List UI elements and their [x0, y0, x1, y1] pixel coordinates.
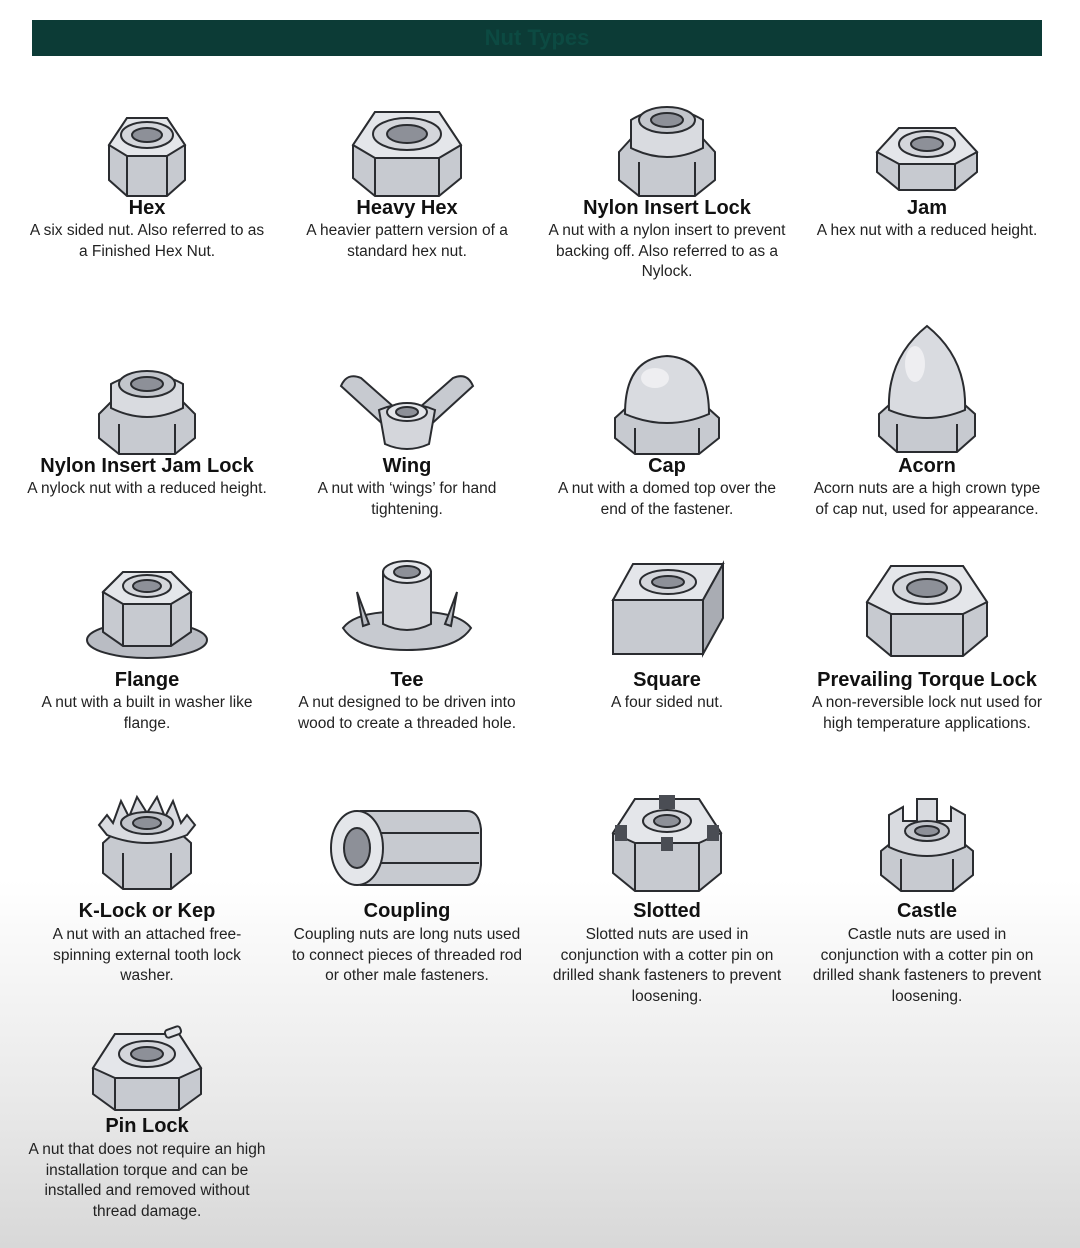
coupling-nut-icon — [317, 785, 497, 895]
square-nut-icon — [577, 552, 757, 662]
wing-nut-icon — [317, 348, 497, 458]
nut-card-square — [537, 552, 797, 742]
nylon-insert-lock-nut-icon — [577, 90, 757, 200]
nut-description: A heavier pattern version of a standard hex nut. — [306, 222, 508, 260]
prevailing-torque-lock-nut-icon — [837, 552, 1017, 662]
pin-lock-nut-icon — [57, 1014, 237, 1124]
nut-card-coupling — [277, 785, 537, 1015]
nut-card-pin-lock — [17, 1000, 277, 1248]
nut-description: Slotted nuts are used in conjunction with a cotter pin on drilled shank fasteners to prevent loosening. — [552, 926, 782, 1005]
nut-card-cap — [537, 338, 797, 528]
acorn-nut-icon — [837, 318, 1017, 458]
flange-nut-icon — [57, 552, 237, 662]
nut-description: A nut that does not require an high installation torque and can be installed and removed without thread damage. — [28, 1141, 266, 1220]
nut-name: Coupling — [363, 900, 451, 922]
nut-card-heavy-hex — [277, 80, 537, 280]
page-title: Nut Types — [484, 25, 590, 50]
nut-description: Coupling nuts are long nuts used to connect pieces of threaded rod or other male fasteners. — [291, 926, 523, 984]
nut-description: Castle nuts are used in conjunction with a cotter pin on drilled shank fasteners to prevent loosening. — [812, 926, 1042, 1005]
nut-description: Acorn nuts are a high crown type of cap nut, used for appearance. — [813, 480, 1041, 518]
nut-name: Flange — [114, 669, 180, 691]
hex-nut-icon — [57, 90, 237, 200]
nut-description: A nut with an attached free-spinning external tooth lock washer. — [52, 926, 242, 984]
nut-name: Heavy Hex — [356, 197, 458, 219]
jam-nut-icon — [837, 90, 1017, 200]
nut-card-wing — [277, 338, 537, 528]
title-banner — [32, 20, 1042, 56]
nut-card-jam — [797, 80, 1057, 280]
nut-name: Square — [633, 669, 701, 691]
nut-description: A nut designed to be driven into wood to create a threaded hole. — [297, 694, 516, 732]
nut-name: Prevailing Torque Lock — [817, 669, 1037, 691]
nut-card-flange — [17, 552, 277, 742]
nut-card-hex — [17, 80, 277, 280]
nut-card-nylon-insert-lock — [537, 80, 797, 290]
nut-description: A non-reversible lock nut used for high temperature applications. — [811, 694, 1043, 732]
nut-description: A hex nut with a reduced height. — [816, 222, 1038, 239]
nut-description: A four sided nut. — [610, 694, 724, 711]
cap-nut-icon — [577, 348, 757, 458]
nut-name: Wing — [382, 455, 432, 477]
tee-nut-icon — [317, 552, 497, 662]
castle-nut-icon — [837, 785, 1017, 895]
slotted-nut-icon — [577, 785, 757, 895]
nut-name: Acorn — [898, 455, 956, 477]
nylon-insert-jam-lock-nut-icon — [57, 348, 237, 458]
nut-name: Cap — [648, 455, 686, 477]
nut-description: A nylock nut with a reduced height. — [27, 480, 267, 497]
heavy-hex-nut-icon — [317, 90, 497, 200]
nut-card-slotted — [537, 785, 797, 1015]
nut-card-prevailing-torque-lock — [797, 552, 1057, 762]
nut-name: Slotted — [633, 900, 701, 922]
k-lock-nut-icon — [57, 785, 237, 895]
nut-card-acorn — [797, 338, 1057, 548]
nut-description: A nut with a nylon insert to prevent backing off. Also referred to as a Nylock. — [548, 222, 786, 280]
nut-name: Nylon Insert Lock — [583, 197, 751, 219]
nut-name: Pin Lock — [105, 1115, 189, 1137]
nut-description: A six sided nut. Also referred to as a Finished Hex Nut. — [29, 222, 265, 260]
nut-name: Hex — [128, 197, 166, 219]
nut-description: A nut with a domed top over the end of the fastener. — [558, 480, 776, 518]
nut-card-castle — [797, 785, 1057, 1015]
nut-name: Nylon Insert Jam Lock — [40, 455, 254, 477]
nut-description: A nut with a built in washer like flange. — [41, 694, 253, 732]
nut-name: K-Lock or Kep — [78, 900, 216, 922]
nut-card-nylon-insert-jam-lock — [17, 338, 277, 528]
nut-card-k-lock — [17, 785, 277, 995]
nut-card-tee — [277, 552, 537, 762]
nut-name: Jam — [906, 197, 948, 219]
nut-name: Tee — [390, 669, 424, 691]
nut-description: A nut with ‘wings’ for hand tightening. — [317, 480, 497, 518]
nut-name: Castle — [896, 900, 958, 922]
